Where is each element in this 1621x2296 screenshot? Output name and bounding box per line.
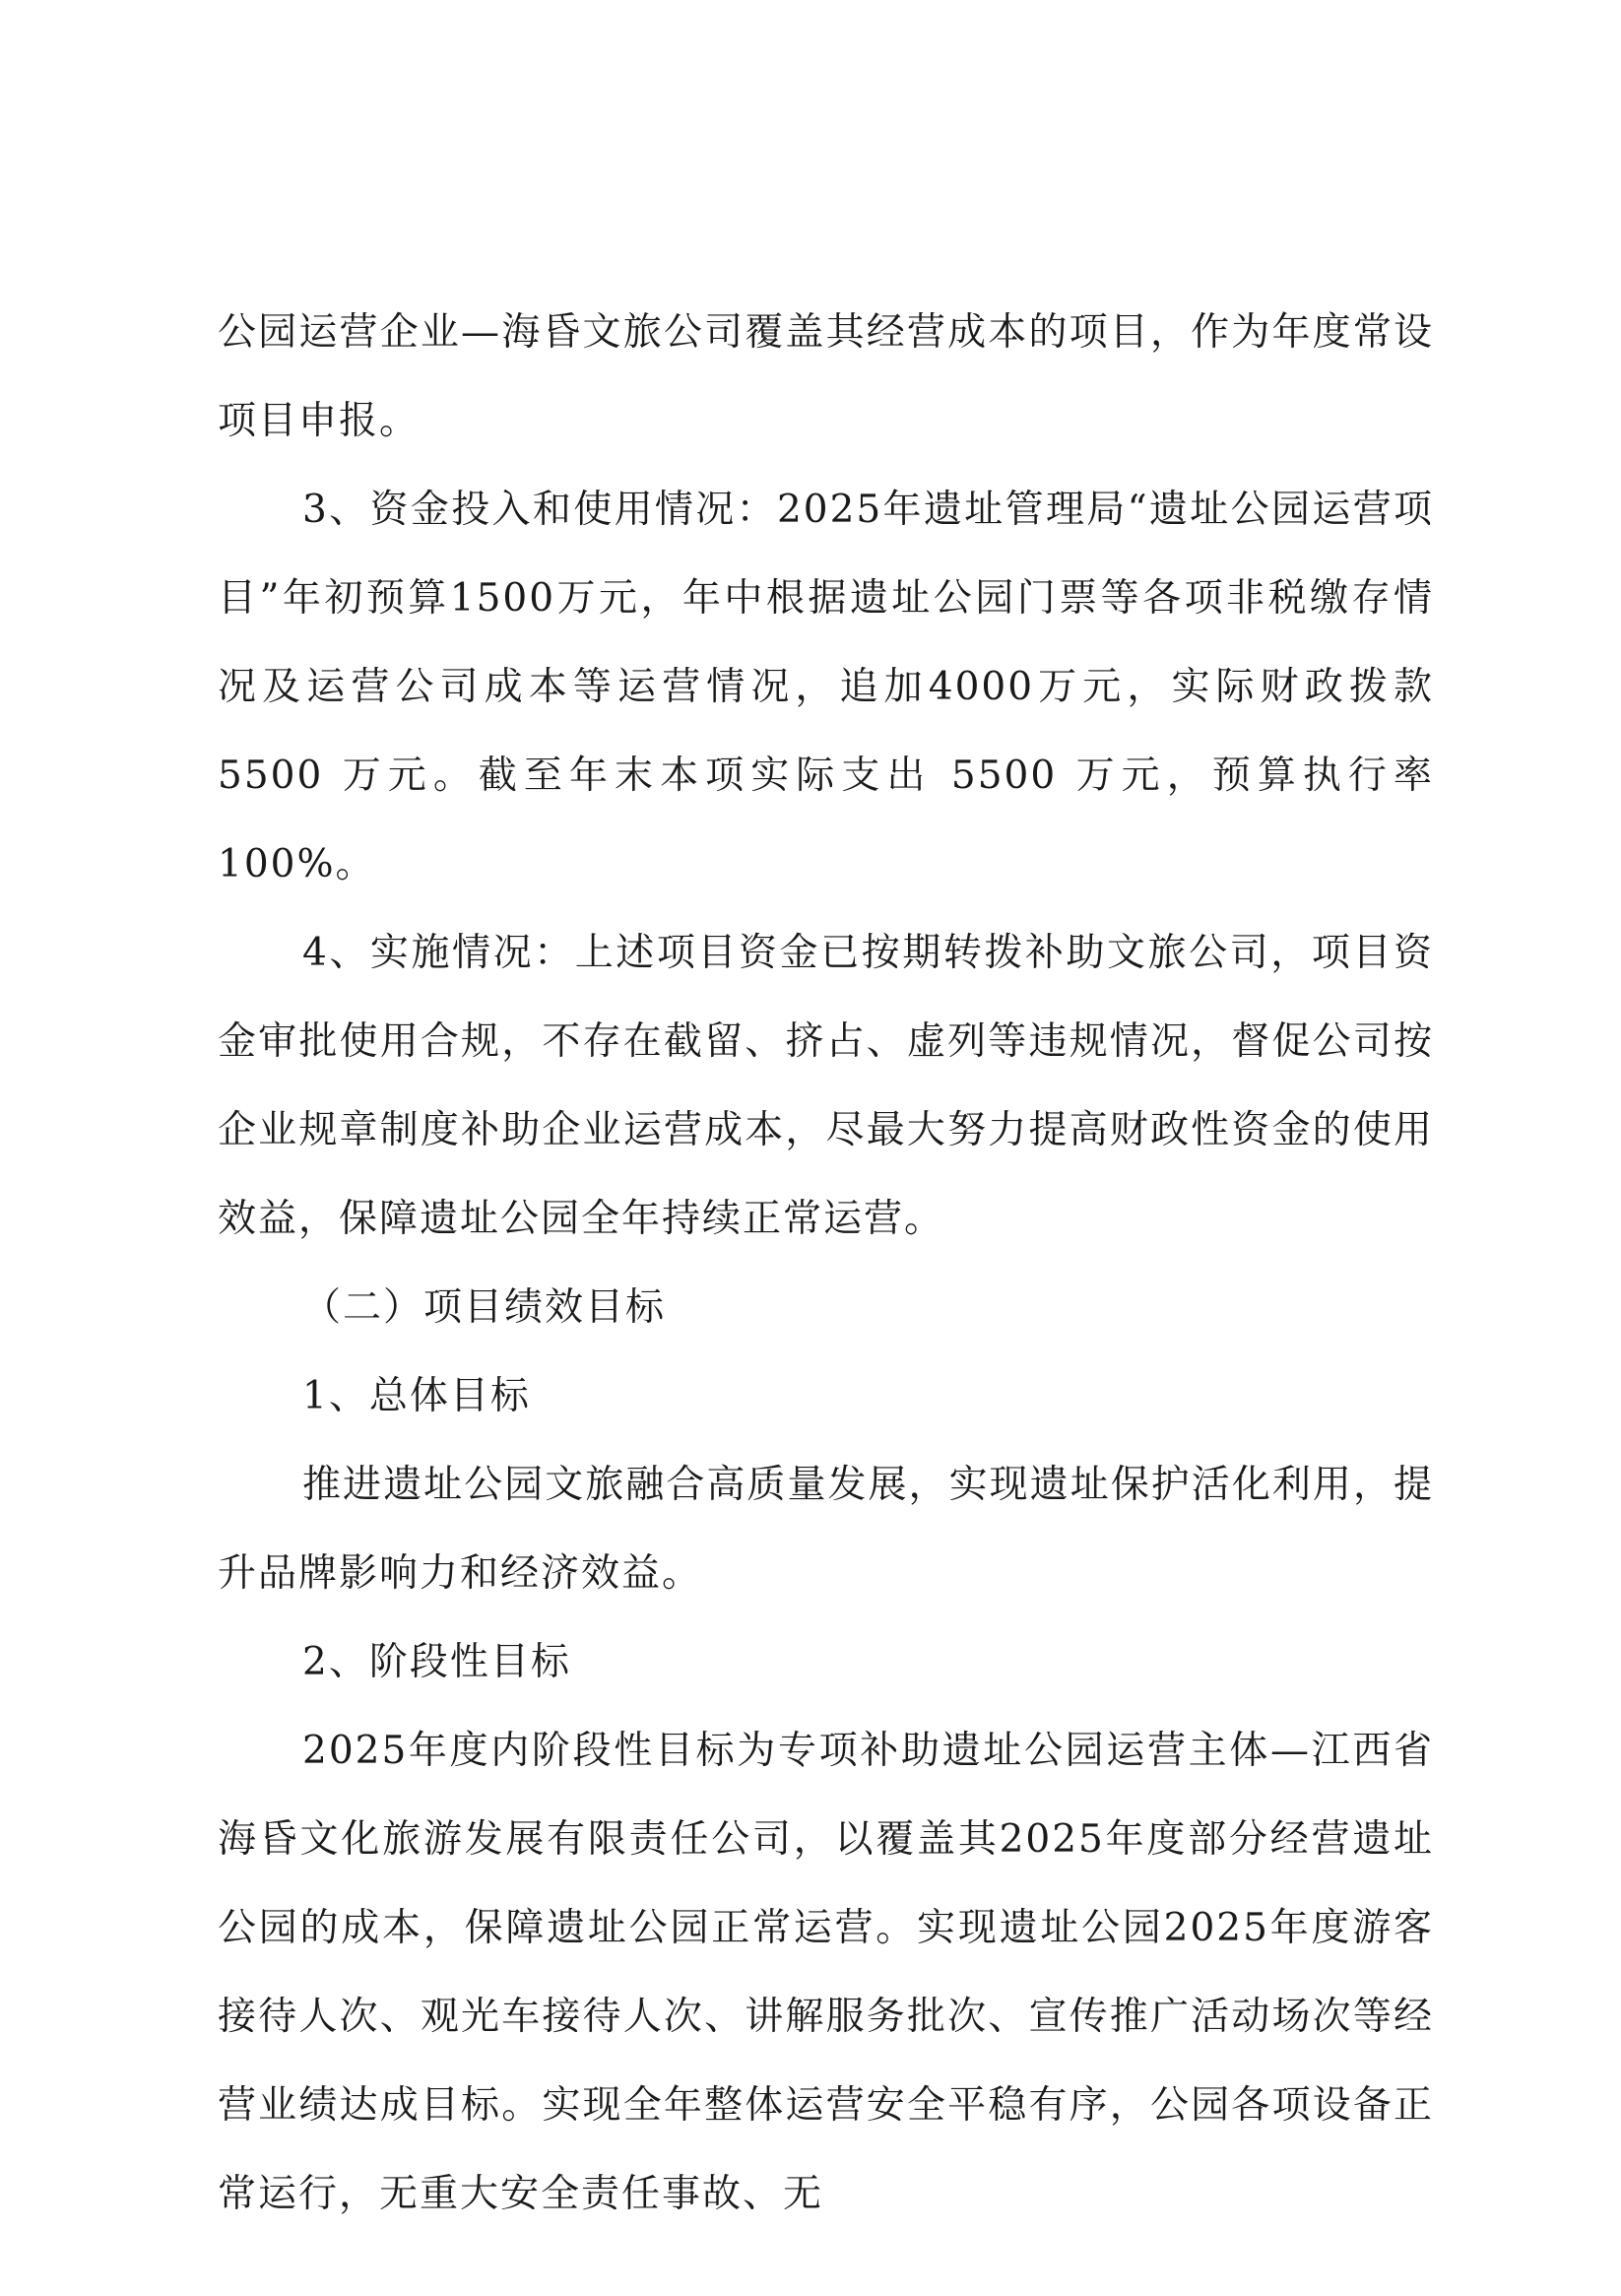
paragraph-continuation: 公园运营企业—海昏文旅公司覆盖其经营成本的项目，作为年度常设项目申报。	[218, 310, 1434, 443]
subheading-phase-goal: 2、阶段性目标	[302, 1640, 571, 1684]
subheading-overall-goal: 1、总体目标	[302, 1374, 531, 1418]
paragraph-implementation: 4、实施情况：上述项目资金已按期转拨补助文旅公司，项目资金审批使用合规，不存在截留、挤占、虚列等违规情况，督促公司按企业规章制度补助企业运营成本，尽最大努力提高财政性资金的使用效益，保障遗址公园全年持续正常运营。	[218, 931, 1434, 1241]
paragraph-phase-goal: 2025年度内阶段性目标为专项补助遗址公园运营主体—江西省海昏文化旅游发展有限责任公司，以覆盖其2025年度部分经营遗址公园的成本，保障遗址公园正常运营。实现遗址公园2025年度游客接待人次、观光车接待人次、讲解服务批次、宣传推广活动场次等经营业绩达成目标。实现全年整体运营安全平稳有序，公园各项设备正常运行，无重大安全责任事故、无	[218, 1729, 1434, 2216]
section-heading-performance-goals: （二）项目绩效目标	[302, 1285, 667, 1330]
paragraph-overall-goal: 推进遗址公园文旅融合高质量发展，实现遗址保护活化利用，提升品牌影响力和经济效益。	[218, 1463, 1434, 1596]
paragraph-funding-usage: 3、资金投入和使用情况：2025年遗址管理局“遗址公园运营项目”年初预算1500万元，年中根据遗址公园门票等各项非税缴存情况及运营公司成本等运营情况，追加4000万元，实际财政拨款 5500 万元。截至年末本项实际支出 5500 万元，预算执行率 100%。	[218, 488, 1434, 886]
document-body	[218, 289, 1434, 2239]
